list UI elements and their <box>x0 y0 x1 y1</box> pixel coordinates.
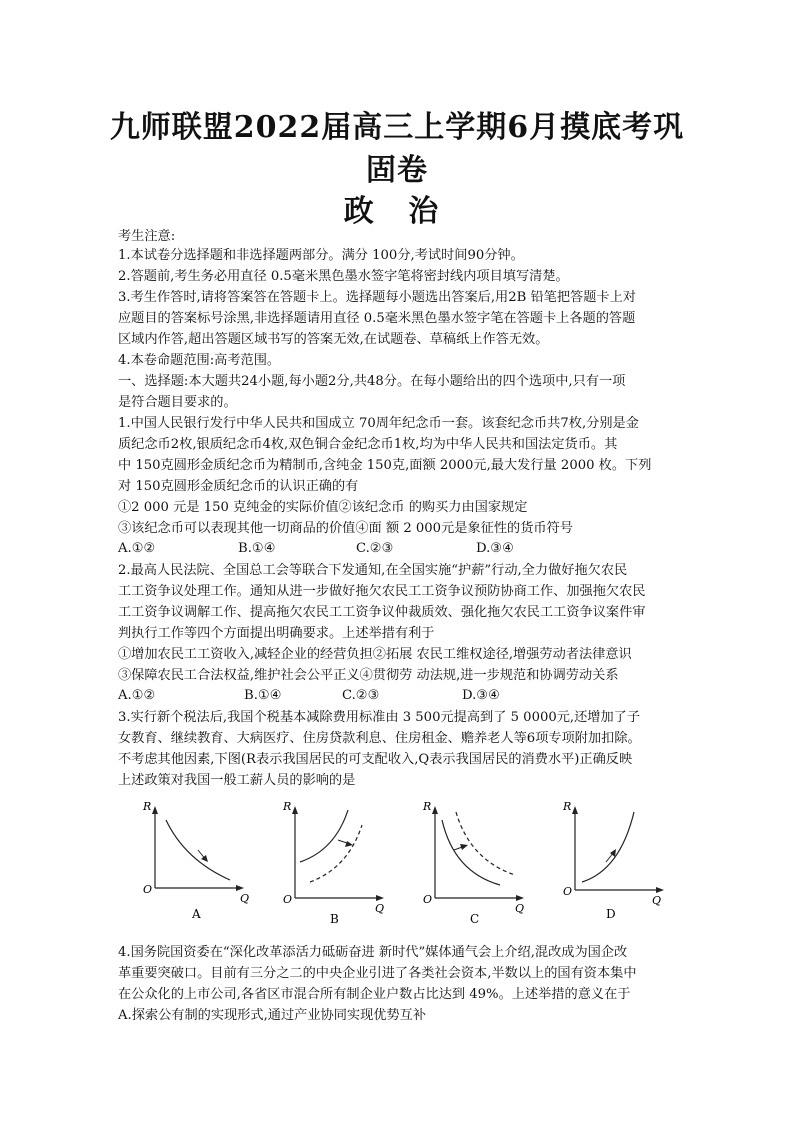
q1-statement: ①2 000 元是 150 克纯金的实际价值②该纪念币 的购买力由国家规定 <box>118 500 528 515</box>
x-axis-label: Q <box>652 894 662 907</box>
q4-text: 革重要突破口。目前有三分之二的中央企业引进了各类社会资本,半数以上的国有资本集中 <box>118 966 637 981</box>
section-intro: 是符合题目要求的。 <box>118 395 237 410</box>
origin-label: O <box>283 893 293 906</box>
notice-item: 4.本卷命题范围:高考范围。 <box>118 353 281 368</box>
q2-option-d[interactable]: D.③④ <box>462 688 500 703</box>
q1-option-c[interactable]: C.②③ <box>356 541 394 556</box>
q1-text: 中 150克圆形金质纪念币为精制币,含纯金 150克,面额 2000元,最大发行量 2000 枚。下列 <box>118 458 652 473</box>
q1-option-b[interactable]: B.①④ <box>238 541 276 556</box>
figure-c[interactable] <box>420 790 530 940</box>
q3-text: 3.实行新个税法后,我国个税基本减除费用标准由 3 500元提高到了 5 0000元,还增加了子 <box>118 710 641 725</box>
q3-text: 上述政策对我国一般工薪人员的影响的是 <box>118 773 356 788</box>
figure-b[interactable] <box>280 790 390 940</box>
y-axis-label: R <box>423 800 432 813</box>
figure-caption: C <box>470 912 480 926</box>
q2-statement: ①增加农民工工资收入,减轻企业的经营负担②拓展 农民工维权途径,增强劳动者法律意识 <box>118 647 632 662</box>
exam-title-line1: 九师联盟2022届高三上学期6月摸底考巩 <box>109 110 685 145</box>
figure-caption: B <box>330 912 339 926</box>
exam-title-line2: 固卷 <box>366 153 428 188</box>
q1-option-a[interactable]: A.①② <box>118 541 156 556</box>
x-axis-label: Q <box>375 902 385 915</box>
origin-label: O <box>423 893 433 906</box>
notice-item: 区域内作答,超出答题区域书写的答案无效,在试题卷、草稿纸上作答无效。 <box>118 332 549 347</box>
figure-caption: D <box>606 907 616 921</box>
q1-text: 质纪念币2枚,银质纪念币4枚,双色铜合金纪念币1枚,均为中华人民共和国法定货币。其 <box>118 437 618 452</box>
figure-a[interactable] <box>140 790 250 940</box>
notice-item: 2.答题前,考生务必用直径 0.5毫米黑色墨水签字笔将密封线内项目填写清楚。 <box>118 269 569 284</box>
q2-text: 工工资争议调解工作、提高拖欠农民工工资争议仲裁质效、强化拖欠农民工工资争议案件审 <box>118 605 646 620</box>
q1-text: 对 150克圆形金质纪念币的认识正确的有 <box>118 479 359 494</box>
notice-item: 应题目的答案标号涂黑,非选择题请用直径 0.5毫米黑色墨水签字笔在答题卡上各题的答题 <box>118 311 636 326</box>
y-axis-label: R <box>283 800 292 813</box>
q3-text: 不考虑其他因素,下图(R表示我国居民的可支配收入,Q表示我国居民的消费水平)正确反映 <box>118 752 633 767</box>
q2-text: 2.最高人民法院、全国总工会等联合下发通知,在全国实施“护薪”行动,全力做好拖欠农民 <box>118 563 628 578</box>
q4-text: 在公众化的上市公司,各省区市混合所有制企业户数占比达到 49%。上述举措的意义在于 <box>118 987 631 1002</box>
x-axis-label: Q <box>240 892 250 905</box>
q2-option-c[interactable]: C.②③ <box>342 688 380 703</box>
origin-label: O <box>563 885 573 898</box>
q2-text: 工工资争议处理工作。通知从进一步做好拖欠农民工工资争议预防协商工作、加强拖欠农民 <box>118 584 646 599</box>
q1-option-d[interactable]: D.③④ <box>476 541 514 556</box>
q2-text: 判执行工作等四个方面提出明确要求。上述举措有利于 <box>118 626 435 641</box>
origin-label: O <box>143 883 153 896</box>
x-axis-label: Q <box>515 902 525 915</box>
q1-statement: ③该纪念币可以表现其他一切商品的价值④面 额 2 000元是象征性的货币符号 <box>118 521 573 536</box>
q3-figures <box>0 790 794 940</box>
figure-d[interactable] <box>560 790 670 940</box>
notice-heading: 考生注意: <box>118 229 176 244</box>
section-intro: 一、选择题:本大题共24小题,每小题2分,共48分。在每小题给出的四个选项中,只有一项 <box>118 374 626 389</box>
q4-option-a[interactable]: A.探索公有制的实现形式,通过产业协同实现优势互补 <box>118 1008 427 1023</box>
q4-text: 4.国务院国资委在“深化改革添活力砥砺奋进 新时代”媒体通气会上介绍,混改成为国企改 <box>118 945 628 960</box>
notice-item: 1.本试卷分选择题和非选择题两部分。满分 100分,考试时间90分钟。 <box>118 248 524 263</box>
q2-statement: ③保障农民工合法权益,维护社会公平正义④贯彻劳 动法规,进一步规范和协调劳动关系 <box>118 668 619 683</box>
q1-text: 1.中国人民银行发行中华人民共和国成立 70周年纪念币一套。该套纪念币共7枚,分别是金 <box>118 416 639 431</box>
q2-option-a[interactable]: A.①② <box>118 688 156 703</box>
y-axis-label: R <box>563 800 572 813</box>
exam-subject: 政 治 <box>343 194 451 229</box>
y-axis-label: R <box>143 800 152 813</box>
figure-caption: A <box>192 907 201 921</box>
q2-option-b[interactable]: B.①④ <box>244 688 282 703</box>
notice-item: 3.考生作答时,请将答案答在答题卡上。选择题每小题选出答案后,用2B 铅笔把答题卡上对 <box>118 290 636 305</box>
q3-text: 女教育、继续教育、大病医疗、住房贷款利息、住房租金、赡养老人等6项专项附加扣除。 <box>118 731 641 746</box>
